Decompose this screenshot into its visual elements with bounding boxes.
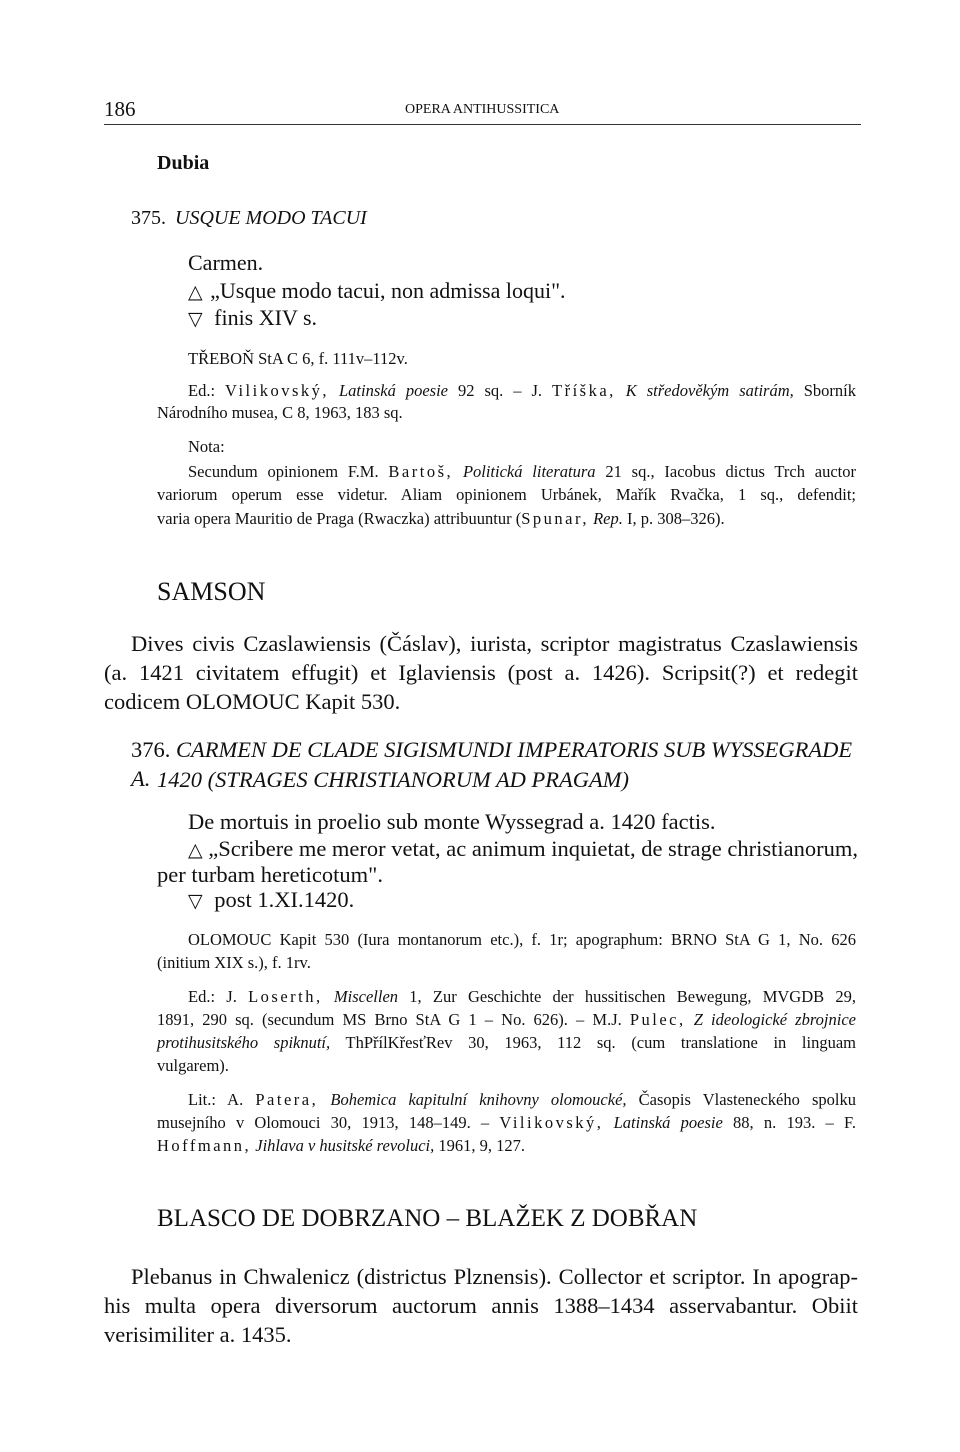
triangle-down-icon: ▽ <box>188 890 203 912</box>
nota-line-2: variorum operum esse videtur. Aliam opinionem Urbánek, Mařík Rvačka, 1 sq., defendit; <box>157 485 856 504</box>
samson-bio-line-2: (a. 1421 civitatem effugit) et Iglaviensis (post a. 1426). Scripsit(?) et redegit <box>104 660 858 685</box>
lit-text: Časopis Vlasteneckého spolku <box>638 1090 857 1109</box>
blasco-bio-line-3: verisimiliter a. 1435. <box>104 1322 292 1347</box>
entry-375-manuscript: TŘEBOŇ StA C 6, f. 111v–112v. <box>188 349 408 368</box>
author-name: Loserth, <box>248 987 323 1006</box>
blasco-bio-line-1: Plebanus in Chwalenicz (districtus Plznensis). Collector et scriptor. In apograp- <box>131 1264 858 1289</box>
ed-text: Ed.: J. <box>188 987 249 1006</box>
entry-375-genre: Carmen. <box>188 250 264 275</box>
lit-text: Lit.: A. <box>188 1090 256 1109</box>
samson-bio-line-1: Dives civis Czaslawiensis (Čáslav), iurista, scriptor magistratus Czaslawiensis <box>131 631 858 656</box>
author-heading-samson: SAMSON <box>157 577 266 606</box>
ed-label: Ed.: <box>188 381 226 400</box>
ed-text: 92 sq. – J. <box>457 381 552 400</box>
entry-376-lit-line-1 <box>188 1089 856 1110</box>
author-name: Hoffmann, <box>157 1136 252 1155</box>
work-title: K středověkým satirám, <box>625 381 794 400</box>
entry-number: 375. <box>131 207 166 229</box>
work-title: protihusitského spiknutí, <box>157 1033 331 1052</box>
author-name: Pulec, <box>629 1010 686 1029</box>
header-rule <box>104 124 861 125</box>
entry-376-ed-line-2 <box>157 1009 856 1030</box>
entry-376-ed-line-4: vulgarem). <box>157 1056 229 1075</box>
lit-text: 1961, 9, 127. <box>434 1136 526 1155</box>
triangle-down-icon: ▽ <box>188 308 203 330</box>
entry-376-description: De mortuis in proelio sub monte Wyssegrad a. 1420 factis. <box>188 809 716 834</box>
entry-376-ed-line-3 <box>157 1032 856 1053</box>
author-name: Vilikovský, <box>225 381 330 400</box>
author-name: Vilikovský, <box>499 1113 604 1132</box>
entry-375-ed-line-2: Národního musea, C 8, 1963, 183 sq. <box>157 403 403 422</box>
triangle-up-icon: △ <box>188 281 203 303</box>
entry-375-ed-line-1 <box>188 380 856 401</box>
work-title: Latinská poesie <box>339 381 448 400</box>
ed-text: ThPřílKřesťRev 30, 1963, 112 sq. (cum translatione in linguam <box>345 1033 857 1052</box>
entry-number: 376. <box>131 737 171 762</box>
nota-text: Secundum opinionem F.M. <box>188 462 389 481</box>
entry-376-manuscript-line-2: (initium XIX s.), f. 1rv. <box>157 953 311 972</box>
author-name: Tříška, <box>552 381 616 400</box>
work-title: Jihlava v husitské revoluci, <box>255 1136 435 1155</box>
entry-376-date <box>188 885 354 916</box>
ed-text: 1891, 290 sq. (secundum MS Brno StA G 1 – No. 626). – M.J. <box>157 1010 630 1029</box>
entry-376-lit-line-2 <box>157 1112 856 1133</box>
entry-375-incipit <box>188 277 566 306</box>
nota-text: varia opera Mauritio de Praga (Rwaczka) attribuuntur ( <box>157 509 522 528</box>
entry-title: USQUE MODO TACUI <box>175 207 367 229</box>
entry-375-heading <box>131 207 367 230</box>
author-name: Patera, <box>255 1090 319 1109</box>
samson-bio-line-3: codicem OLOMOUC Kapit 530. <box>104 689 401 714</box>
section-heading-dubia: Dubia <box>157 152 210 174</box>
work-title: Bohemica kapitulní knihovny olomoucké, <box>330 1090 627 1109</box>
page-number: 186 <box>104 97 136 121</box>
incipit-text: „Usque modo tacui, non admissa loqui". <box>210 278 566 303</box>
lit-text: musejního v Olomouci 30, 1913, 148–149. – <box>157 1113 500 1132</box>
nota-line-1 <box>188 461 856 482</box>
author-name: Bartoš, <box>388 462 454 481</box>
entry-375-date <box>188 304 317 333</box>
nota-text: I, p. 308–326). <box>622 509 725 528</box>
nota-line-3 <box>157 508 725 529</box>
ed-text: 1, Zur Geschichte der hussitischen Bewegung, MVGDB 29, <box>409 987 856 1006</box>
author-name: Spunar, <box>521 509 589 528</box>
blasco-bio-line-2: his multa opera diversorum auctorum annis 1388–1434 asservabantur. Obiit <box>104 1293 858 1318</box>
incipit-text: „Scribere me meror vetat, ac animum inquietat, de strage christianorum, <box>208 836 859 861</box>
work-title: Z ideologické zbrojnice <box>693 1010 856 1029</box>
author-heading-blasco: BLASCO DE DOBRZANO – BLAŽEK Z DOBŘAN <box>157 1205 698 1232</box>
nota-text: 21 sq., Iacobus dictus Trch auctor <box>605 462 857 481</box>
ed-text: Sborník <box>803 381 856 400</box>
running-title: OPERA ANTIHUSSITICA <box>405 102 560 117</box>
entry-376-manuscript-line-1: OLOMOUC Kapit 530 (Iura montanorum etc.), f. 1r; apographum: BRNO StA G 1, No. 626 <box>188 930 856 949</box>
work-title: Latinská poesie <box>613 1113 723 1132</box>
work-title: Rep. <box>593 509 623 528</box>
nota-label: Nota: <box>188 437 225 456</box>
entry-376-ed-line-1 <box>188 986 856 1007</box>
entry-title: CARMEN DE CLADE SIGISMUNDI IMPERATORIS SUB WYSSEGRADE A. <box>131 737 853 791</box>
work-title: Miscellen <box>333 987 399 1006</box>
lit-text: 88, n. 193. – F. <box>733 1113 857 1132</box>
work-title: Politická literatura <box>462 462 596 481</box>
date-text: post 1.XI.1420. <box>214 887 355 912</box>
date-text: finis XIV s. <box>214 305 318 330</box>
entry-376-lit-line-3 <box>157 1135 525 1156</box>
triangle-up-icon: △ <box>188 839 203 861</box>
entry-376-heading-line-2: 1420 (STRAGES CHRISTIANORUM AD PRAGAM) <box>157 767 630 792</box>
entry-376-incipit-line-2: per turbam hereticotum". <box>157 862 383 887</box>
